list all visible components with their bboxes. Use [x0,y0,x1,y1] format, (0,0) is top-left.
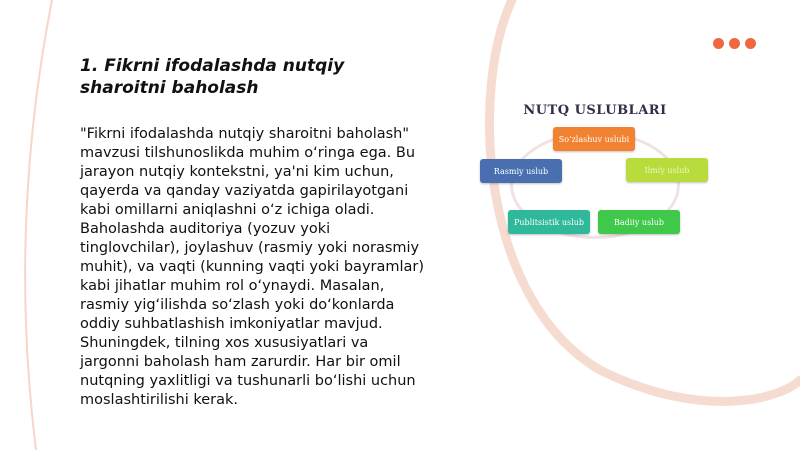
decor-dot [729,38,740,49]
left-arc [25,0,52,450]
node-publicistic-style: Publitsistik uslub [508,210,590,234]
slide-body-text: "Fikrni ifodalashda nutqiy sharoitni baholash" mavzusi tilshunoslikda muhim o‘ringa ega. Bu jarayon nutqiy kontekstni, ya'ni kim uchun, qayerda va qanday vaziyatda gapirilayotgani kabi omillarni aniqlashni o‘z ichiga oladi. Baholashda auditoriya (yozuv yoki tinglovchilar), joylashuv (rasmiy yoki norasmiy muhit), va vaqti (kunning vaqti yoki bayramlar) kabi jihatlar muhim rol o‘ynaydi. Masalan, rasmiy yig‘ilishda so‘zlash yoki do‘konlarda oddiy suhbatlashish imkoniyatlar mavjud. Shuningdek, tilning xos xususiyatlari va jargonni baholash ham zarurdir. Har bir omil nutqning yaxlitligi va tushunarli bo‘lishi uchun moslashtirilishi kerak. [80,126,425,408]
node-conversational-style: So‘zlashuv uslubi [553,127,635,151]
decor-dot [713,38,724,49]
node-artistic-style: Badiiy uslub [598,210,680,234]
slide-title: 1. Fikrni ifodalashda nutqiy sharoitni baholash [80,56,345,98]
decor-dots [713,38,756,49]
decor-dot [745,38,756,49]
diagram-title: NUTQ USLUBLARI [523,103,667,118]
node-official-style: Rasmiy uslub [480,159,562,183]
node-scientific-style: Ilmiy uslub [626,158,708,182]
speech-styles-diagram [470,95,720,255]
